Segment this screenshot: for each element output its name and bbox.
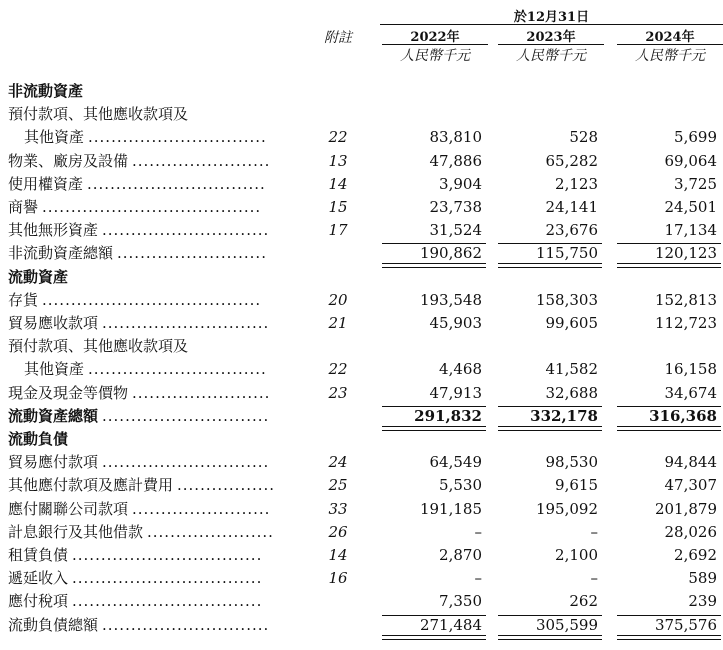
value-cell: 69,064 [664, 151, 717, 170]
leader-dots: ...................................... [42, 198, 262, 216]
row-label: 貿易應收款項 [8, 314, 99, 332]
total-row [0, 405, 723, 427]
leader-dots: ............................... [88, 128, 267, 147]
row-label: 貿易應付款項 [8, 453, 99, 472]
section-heading-row [0, 80, 723, 102]
subtotal-rule [617, 406, 721, 407]
subtotal-rule [498, 406, 602, 407]
row-label: 使用權資產 [8, 174, 84, 193]
row-label: 非流動資產總額 [8, 244, 114, 263]
note-ref: 33 [328, 499, 348, 518]
table-row [0, 521, 723, 543]
value-cell: 158,303 [535, 290, 598, 309]
value-cell: 589 [688, 569, 717, 588]
value-cell: 201,879 [654, 499, 717, 518]
row-label: 流動負債總額 [8, 615, 99, 634]
note-ref: 24 [328, 453, 348, 472]
leader-dots: ................. [177, 476, 276, 495]
value-cell: – [474, 522, 482, 541]
period-header: 於12月31日 [513, 10, 590, 25]
table-row [0, 382, 723, 404]
note-ref: 20 [328, 290, 348, 309]
subtotal-rule [382, 406, 486, 407]
leader-dots: ................................. [72, 592, 263, 611]
note-ref: 23 [328, 383, 348, 402]
row-label: 其他應付款項及應計費用 [8, 476, 174, 495]
subtotal-rule [617, 615, 721, 616]
value-cell: 4,468 [439, 360, 482, 379]
leader-dots: ............................. [102, 453, 270, 472]
table-row [0, 150, 723, 172]
table-row [0, 544, 723, 566]
value-cell: 195,092 [535, 499, 598, 518]
note-ref: 22 [328, 128, 348, 147]
note-ref: 13 [328, 151, 348, 170]
note-ref: 14 [328, 174, 348, 193]
value-cell: 24,501 [664, 198, 717, 216]
table-row [0, 474, 723, 496]
leader-dots: ........................ [132, 499, 271, 518]
value-cell: 47,307 [664, 476, 717, 495]
value-cell: 24,141 [545, 198, 598, 216]
value-cell: 65,282 [545, 151, 598, 170]
value-cell: 47,886 [429, 151, 482, 170]
leader-dots: ............................... [87, 174, 266, 193]
table-row [0, 312, 723, 334]
leader-dots: .......................... [117, 244, 267, 263]
subtotal-rule [382, 243, 486, 244]
section-title: 流動負債 [8, 430, 69, 448]
leader-dots: ................................. [72, 546, 263, 564]
row-label: 其他資產 [24, 360, 85, 379]
value-cell: 99,605 [545, 314, 598, 332]
leader-dots: ........................ [132, 383, 271, 402]
value-cell: 2,692 [674, 546, 717, 564]
row-label: 租賃負債 [8, 546, 69, 564]
value-cell: 9,615 [555, 476, 598, 495]
table-row [0, 358, 723, 380]
leader-dots: ............................. [102, 221, 270, 240]
value-cell: 528 [569, 128, 598, 147]
total-double-rule [382, 635, 486, 640]
value-cell: 64,549 [429, 453, 482, 472]
row-label: 計息銀行及其他借款 [8, 522, 144, 541]
unit-label: 人民幣千元 [635, 48, 705, 64]
note-ref: 17 [328, 221, 348, 240]
value-cell: 23,738 [429, 198, 482, 216]
note-ref: 22 [328, 360, 348, 379]
value-cell: 3,904 [439, 174, 482, 193]
value-cell: 262 [569, 592, 598, 611]
value-cell: 305,599 [535, 615, 598, 634]
value-cell: 5,699 [674, 128, 717, 147]
value-cell: 94,844 [664, 453, 717, 472]
table-row [0, 498, 723, 520]
total-row [0, 242, 723, 264]
value-cell: 271,484 [419, 615, 482, 634]
value-cell: 34,674 [664, 383, 717, 402]
table-row [0, 567, 723, 589]
value-cell: 239 [688, 592, 717, 611]
value-cell: 3,725 [674, 174, 717, 193]
subtotal-rule [498, 615, 602, 616]
value-cell: 191,185 [419, 499, 482, 518]
value-cell: 332,178 [530, 406, 598, 425]
section-heading-row [0, 266, 723, 288]
value-cell: 28,026 [664, 522, 717, 541]
note-ref: 21 [328, 314, 348, 332]
period-underline [380, 24, 723, 25]
row-label: 預付款項、其他應收款項及 [8, 105, 189, 124]
table-row [0, 590, 723, 612]
value-cell: – [474, 569, 482, 588]
value-cell: 23,676 [545, 221, 598, 240]
subtotal-rule [617, 243, 721, 244]
value-cell: 316,368 [649, 406, 717, 425]
value-cell: 2,870 [439, 546, 482, 564]
leader-dots: ............................. [102, 615, 270, 634]
value-cell: 41,582 [545, 360, 598, 379]
row-label: 應付稅項 [8, 592, 69, 611]
value-cell: 115,750 [535, 244, 598, 263]
value-cell: 193,548 [419, 290, 482, 309]
total-double-rule [498, 635, 602, 640]
leader-dots: ................................. [72, 569, 263, 588]
value-cell: 5,530 [439, 476, 482, 495]
value-cell: 47,913 [429, 383, 482, 402]
value-cell: 190,862 [419, 244, 482, 263]
note-ref: 16 [328, 569, 348, 588]
table-row [0, 289, 723, 311]
table-row [0, 219, 723, 241]
row-label: 遞延收入 [8, 569, 69, 588]
subtotal-rule [498, 243, 602, 244]
year-label: 2024年 [645, 30, 695, 45]
value-cell: 16,158 [664, 360, 717, 379]
table-row [0, 451, 723, 473]
note-ref: 14 [328, 546, 348, 564]
table-row [0, 173, 723, 195]
value-cell: 7,350 [439, 592, 482, 611]
row-label: 商譽 [8, 198, 39, 216]
value-cell: 17,134 [664, 221, 717, 240]
value-cell: 83,810 [429, 128, 482, 147]
section-title: 流動資產 [8, 267, 69, 286]
value-cell: 2,123 [555, 174, 598, 193]
table-row [0, 103, 723, 125]
row-label: 流動資產總額 [8, 406, 99, 425]
note-ref: 25 [328, 476, 348, 495]
total-double-rule [617, 635, 721, 640]
note-column-header: 附註 [324, 30, 352, 46]
unit-label: 人民幣千元 [516, 48, 586, 64]
leader-dots: ...................................... [42, 290, 262, 309]
row-label: 物業、廠房及設備 [8, 151, 129, 170]
leader-dots: ............................... [88, 360, 267, 379]
row-label: 其他資產 [24, 128, 85, 147]
value-cell: 98,530 [545, 453, 598, 472]
section-title: 非流動資產 [8, 82, 84, 100]
value-cell: 112,723 [654, 314, 717, 332]
value-cell: 45,903 [429, 314, 482, 332]
unit-label: 人民幣千元 [400, 48, 470, 64]
row-label: 應付關聯公司款項 [8, 499, 129, 518]
leader-dots: ............................. [102, 314, 270, 332]
section-heading-row [0, 428, 723, 450]
year-label: 2023年 [526, 30, 576, 45]
row-label: 現金及現金等價物 [8, 383, 129, 402]
year-label: 2022年 [410, 30, 460, 45]
value-cell: – [590, 522, 598, 541]
table-row [0, 126, 723, 148]
value-cell: 291,832 [414, 406, 482, 425]
note-ref: 15 [328, 198, 348, 216]
value-cell: 31,524 [429, 221, 482, 240]
value-cell: 152,813 [654, 290, 717, 309]
leader-dots: ........................ [132, 151, 271, 170]
value-cell: 120,123 [654, 244, 717, 263]
value-cell: – [590, 569, 598, 588]
row-label: 其他無形資產 [8, 221, 99, 240]
note-ref: 26 [328, 522, 348, 541]
row-label: 存貨 [8, 290, 39, 309]
subtotal-rule [382, 615, 486, 616]
value-cell: 2,100 [555, 546, 598, 564]
table-row [0, 196, 723, 218]
value-cell: 32,688 [545, 383, 598, 402]
total-row [0, 614, 723, 636]
leader-dots: ...................... [147, 522, 274, 541]
value-cell: 375,576 [654, 615, 717, 634]
table-row [0, 335, 723, 357]
leader-dots: ............................. [102, 406, 270, 425]
row-label: 預付款項、其他應收款項及 [8, 337, 189, 356]
